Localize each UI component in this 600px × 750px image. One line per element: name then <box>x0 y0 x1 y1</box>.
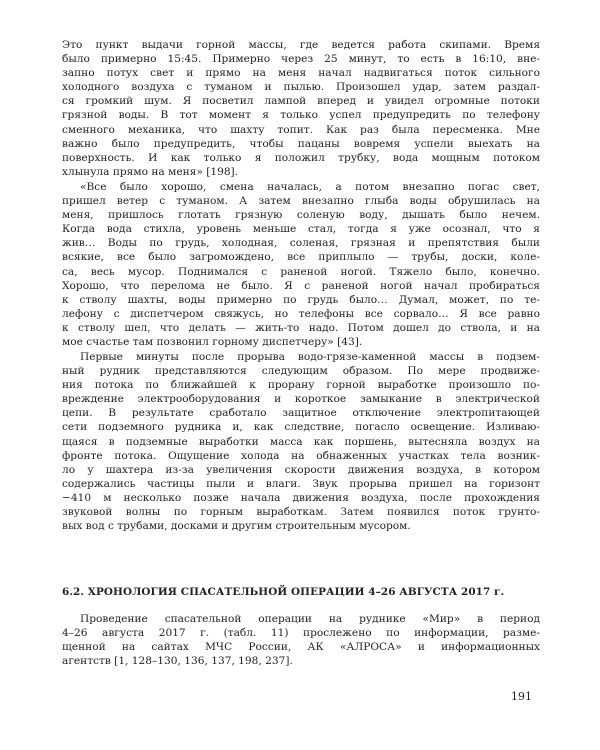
text-line: содержались частицы пыли и влаги. Звук прорыва пришел на горизонт <box>62 477 540 490</box>
text-line: пришел ветер с туманом. А затем внезапно глыба воды обрушилась на <box>62 195 540 208</box>
text-line: ся громкий шум. Я посветил лампой вперед и увидел огромные потоки <box>62 95 540 108</box>
text-line: хлынула прямо на меня» [198]. <box>62 165 239 178</box>
text-line: фронте потока. Ощущение холода на обнаженных участках тела возник- <box>62 449 540 462</box>
text-line: −410 м несколько позже начала движения воздуха, после прохождения <box>62 491 540 504</box>
text-line: важно было предупредить, чтобы пацаны вовремя успели выехать на <box>62 137 540 150</box>
text-line: сменного механика, что шахту топит. Как раз была пересменка. Мне <box>62 123 540 136</box>
text-line: мое счастье там позвонил горному диспетчеру» [43]. <box>62 336 363 349</box>
text-line: вреждение электрооборудования и короткое замыкание в электрической <box>62 393 540 406</box>
text-line: лефону с диспетчером свяжусь, но телефоны все сорвало… Я все равно <box>62 307 540 320</box>
text-line: грязной воды. В тот момент я только успел предупредить по телефону <box>62 109 540 122</box>
text-line: к стволу шел, что делать — жить-то надо. Потом дошел до ствола, и на <box>62 321 540 334</box>
text-line: Это пункт выдачи горной массы, где ведется работа скипами. Время <box>62 39 540 51</box>
text-line: Первые минуты после прорыва водо-грязе-каменной массы в подзем- <box>80 351 540 363</box>
text-line: жив… Воды по грудь, холодная, соленая, грязная и препятствия были <box>62 237 540 250</box>
text-line: звуковой волны по горным выработкам. Затем появился поток грунто- <box>62 506 540 519</box>
text-line: щаяся в подземные выработки масса как поршень, вытесняла воздух на <box>62 435 540 448</box>
text-line: агентств [1, 128–130, 136, 137, 198, 237]. <box>62 655 293 668</box>
text-line: холодного воздуха с туманом и пылью. Произошел удар, затем раздал- <box>62 81 540 94</box>
text-line: ло у шахтера из-за увеличения скорости движения воздуха, в котором <box>62 463 540 476</box>
page-number: 191 <box>511 690 532 703</box>
text-line: са, весь мусор. Поднимался с раненой ногой. Тяжело было, конечно. <box>62 265 540 278</box>
text-line: запно потух свет и прямо на меня начал надвигаться поток сильного <box>62 67 540 80</box>
text-line: «Все было хорошо, смена началась, а потом внезапно погас свет, <box>80 181 540 193</box>
text-line: сети подземного рудника и, как следствие, погасло освещение. Изливаю- <box>62 421 540 434</box>
text-line: было примерно 15:45. Примерно через 25 минут, то есть в 16:10, вне- <box>62 53 540 66</box>
paragraph-1 <box>62 38 540 179</box>
section-heading: 6.2. ХРОНОЛОГИЯ СПАСАТЕЛЬНОЙ ОПЕРАЦИИ 4–26 АВГУСТА 2017 г. <box>62 586 505 598</box>
text-line: меня, пришлось глотать грязную соленую воду, дышать было нечем. <box>62 209 540 222</box>
text-line: ния потока по ближайшей к прорану горной выработке произошло по- <box>62 379 540 392</box>
text-line: к стволу шахты, воды примерно по грудь было… Думал, может, по те- <box>62 293 540 306</box>
text-line: поверхность. И как только я положил трубку, вода мощным потоком <box>62 151 540 164</box>
text-line: щенной на сайтах МЧС России, АК «АЛРОСА» и информационных <box>62 641 540 654</box>
text-line: Проведение спасательной операции на руднике «Мир» в период <box>80 613 540 625</box>
text-line: всякие, все было загромождено, все приплыло — трубы, доски, коле- <box>62 251 540 264</box>
text-line: ный рудник представляются следующим образом. По мере продвиже- <box>62 365 540 378</box>
text-line: 4–26 августа 2017 г. (табл. 11) прослежено по информации, разме- <box>62 627 540 640</box>
text-line: вых вод с трубами, досками и другим строительным мусором. <box>62 520 411 533</box>
paragraph-4 <box>62 612 540 668</box>
text-line: Когда вода стихла, уровень меньше стал, тогда я уже осознал, что я <box>62 223 540 236</box>
text-line: Хорошо, что перелома не было. Я с раненой ногой начал пробираться <box>62 279 540 292</box>
paragraph-2 <box>62 180 540 349</box>
paragraph-3 <box>62 350 540 533</box>
text-line: цепи. В результате сработало защитное отключение электропитающей <box>62 407 540 420</box>
